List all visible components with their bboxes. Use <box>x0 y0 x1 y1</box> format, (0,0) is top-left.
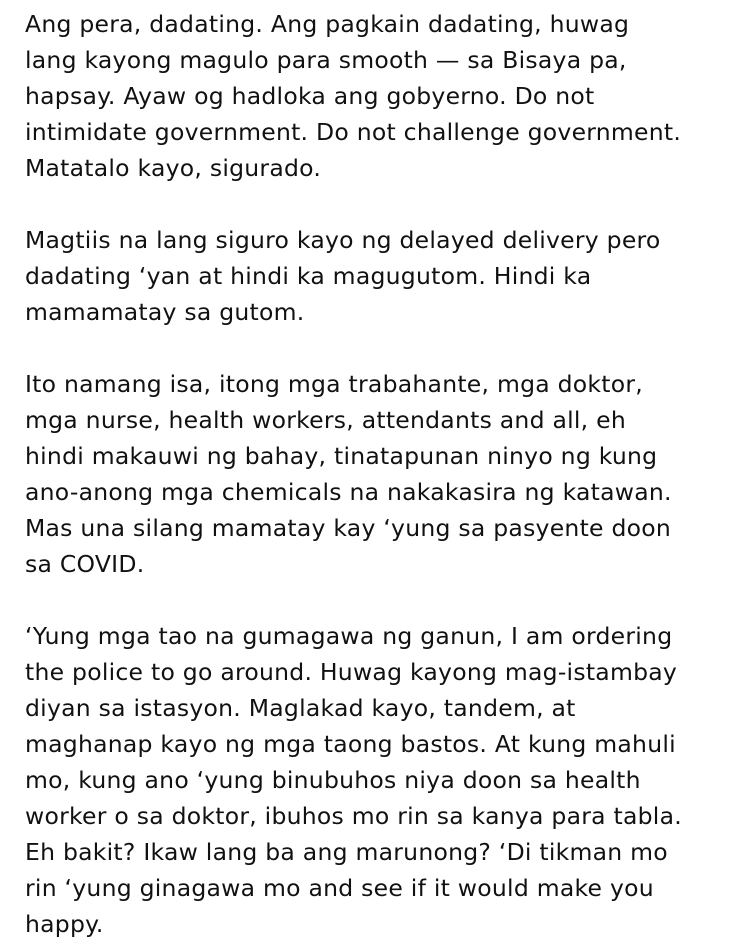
text-line: the police to go around. Huwag kayong mag-istambay <box>25 658 678 686</box>
text-line: happy. <box>25 910 104 938</box>
text-line: rin ‘yung ginagawa mo and see if it would make you <box>25 874 654 902</box>
text-line: maghanap kayo ng mga taong bastos. At kung mahuli <box>25 730 676 758</box>
text-line: Eh bakit? Ikaw lang ba ang marunong? ‘Di tikman mo <box>25 838 668 866</box>
text-line: Matatalo kayo, sigurado. <box>25 154 322 182</box>
text-line: Mas una silang mamatay kay ‘yung sa pasyente doon <box>25 514 672 542</box>
document-body <box>25 6 740 942</box>
paragraph-3 <box>25 366 740 582</box>
text-line: Ang pera, dadating. Ang pagkain dadating, huwag <box>25 10 630 38</box>
paragraph-4 <box>25 618 740 942</box>
paragraph-2 <box>25 222 740 330</box>
text-line: hapsay. Ayaw og hadloka ang gobyerno. Do not <box>25 82 595 110</box>
text-line: mo, kung ano ‘yung binubuhos niya doon sa health <box>25 766 641 794</box>
text-line: diyan sa istasyon. Maglakad kayo, tandem, at <box>25 694 576 722</box>
text-line: mga nurse, health workers, attendants and all, eh <box>25 406 626 434</box>
text-line: ‘Yung mga tao na gumagawa ng ganun, I am ordering <box>25 622 673 650</box>
text-line: worker o sa doktor, ibuhos mo rin sa kanya para tabla. <box>25 802 682 830</box>
paragraph-1 <box>25 6 740 186</box>
text-line: ano-anong mga chemicals na nakakasira ng katawan. <box>25 478 672 506</box>
text-line: Ito namang isa, itong mga trabahante, mga doktor, <box>25 370 644 398</box>
text-line: mamamatay sa gutom. <box>25 298 305 326</box>
text-line: Magtiis na lang siguro kayo ng delayed delivery pero <box>25 226 661 254</box>
text-line: dadating ‘yan at hindi ka magugutom. Hindi ka <box>25 262 592 290</box>
text-line: hindi makauwi ng bahay, tinatapunan ninyo ng kung <box>25 442 658 470</box>
text-line: intimidate government. Do not challenge government. <box>25 118 682 146</box>
text-line: sa COVID. <box>25 550 145 578</box>
text-line: lang kayong magulo para smooth — sa Bisaya pa, <box>25 46 627 74</box>
